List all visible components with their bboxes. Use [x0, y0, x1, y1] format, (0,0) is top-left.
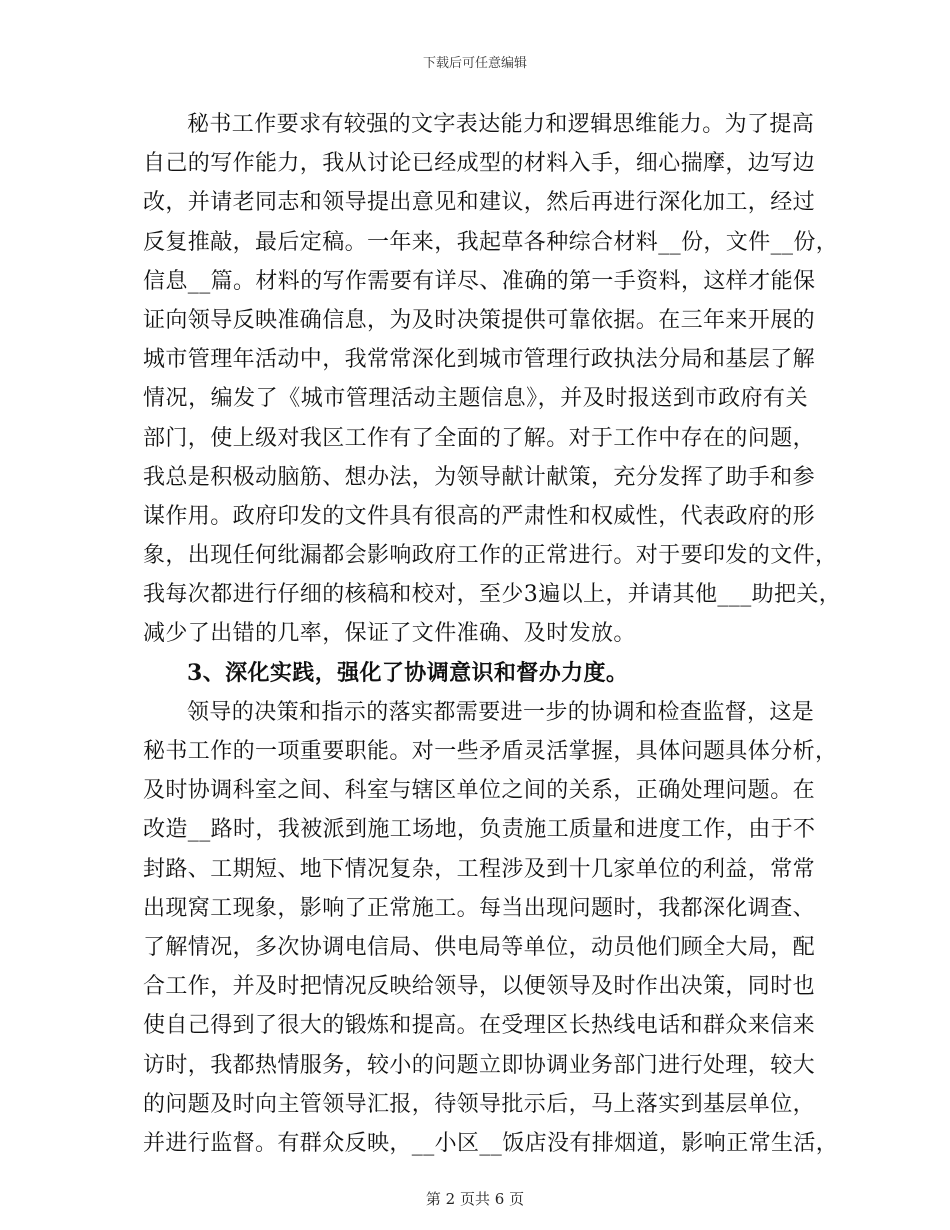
paragraph-line: 并进行监督。有群众反映，__小区__饭店没有排烟道，影响正常生活， [143, 1130, 839, 1156]
section-heading: 3、深化实践，强化了协调意识和督办力度。 [187, 659, 629, 686]
paragraph-line: 秘书工作的一项重要职能。对一些矛盾灵活掌握，具体问题具体分析， [143, 739, 838, 764]
paragraph-line: 反复推敲，最后定稿。一年来，我起草各种综合材料__份，文件__份， [143, 229, 839, 255]
paragraph-line: 访时，我都热情服务，较小的问题立即协调业务部门进行处理，较大 [143, 1052, 816, 1078]
paragraph-line: 领导的决策和指示的落实都需要进一步的协调和检查监督，这是 [187, 699, 815, 725]
paragraph-line: 改造__路时，我被派到施工场地，负责施工质量和进度工作，由于不 [143, 817, 816, 843]
paragraph-line: 改，并请老同志和领导提出意见和建议，然后再进行深化加工，经过 [143, 190, 816, 216]
paragraph-line: 自己的写作能力，我从讨论已经成型的材料入手，细心揣摩，边写边 [143, 151, 816, 177]
paragraph-line: 减少了出错的几率，保证了文件准确、及时发放。 [143, 621, 636, 647]
paragraph-line: 象，出现任何纰漏都会影响政府工作的正常进行。对于要印发的文件， [143, 543, 838, 569]
paragraph-line: 部门，使上级对我区工作有了全面的了解。对于工作中存在的问题， [143, 425, 816, 451]
document-body [143, 105, 842, 1163]
paragraph-line: 我每次都进行仔细的核稿和校对，至少3遍以上，并请其他___助把关， [143, 582, 842, 608]
page-footer: 第 2 页共 6 页 [425, 1190, 525, 1208]
paragraph-line: 城市管理年活动中，我常常深化到城市管理行政执法分局和基层了解 [143, 347, 816, 373]
paragraph-line: 的问题及时向主管领导汇报，待领导批示后，马上落实到基层单位， [143, 1091, 816, 1117]
paragraph-line: 情况，编发了《城市管理活动主题信息》，并及时报送到市政府有关 [143, 386, 808, 412]
paragraph-line: 封路、工期短、地下情况复杂，工程涉及到十几家单位的利益，常常 [143, 856, 816, 882]
paragraph-line: 及时协调科室之间、科室与辖区单位之间的关系，正确处理问题。在 [143, 778, 816, 804]
paragraph-line: 我总是积极动脑筋、想办法，为领导献计献策，充分发挥了助手和参 [143, 464, 816, 490]
paragraph-line: 信息__篇。材料的写作需要有详尽、准确的第一手资料，这样才能保 [143, 268, 816, 294]
paragraph-line: 秘书工作要求有较强的文字表达能力和逻辑思维能力。为了提高 [187, 112, 815, 137]
paragraph-line: 合工作，并及时把情况反映给领导，以便领导及时作出决策，同时也 [143, 974, 816, 1000]
paragraph-line: 使自己得到了很大的锻炼和提高。在受理区长热线电话和群众来信来 [143, 1013, 816, 1039]
paragraph-line: 证向领导反映准确信息，为及时决策提供可靠依据。在三年来开展的 [143, 307, 816, 333]
paragraph-line: 出现窝工现象，影响了正常施工。每当出现问题时，我都深化调查、 [143, 895, 816, 921]
page-header: 下载后可任意编辑 [422, 56, 527, 71]
paragraph-line: 谋作用。政府印发的文件具有很高的严肃性和权威性，代表政府的形 [143, 503, 816, 529]
paragraph-line: 了解情况，多次协调电信局、供电局等单位，动员他们顾全大局，配 [143, 934, 816, 960]
